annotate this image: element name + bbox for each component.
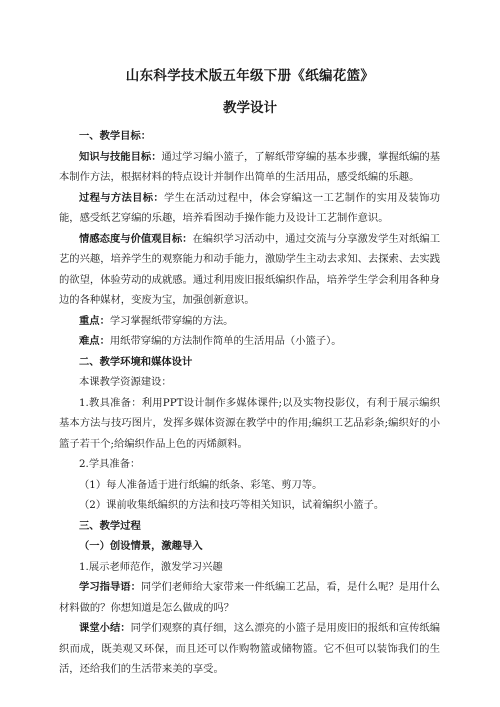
paragraph-knowledge-goal (59, 147, 440, 188)
paragraph-prep-item-2: （2）课前收集纸编织的方法和技巧等相关知识，试着编织小篮子。 (79, 499, 385, 511)
paragraph-text: 同学们老师给大家带来一件纸编工艺品，看，是什么呢？是用什么材料做的？你想知道是怎么做成的吗？ (59, 581, 441, 614)
paragraph-text: 在编织学习活动中，通过交流与分享激发学生对纸编工艺的兴趣，培养学生的观察能力和动手能力，激励学生主动去求知、去探索、去实践的欲望，体验劳动的成就感。通过利用废旧报纸编织作品，培养学生学会利用各种身边的各种媒材，变废为宝，加强创新意识。 (59, 232, 441, 306)
document-subtitle: 教学设计 (223, 100, 277, 116)
paragraph-label: 情感态度与价值观目标： (79, 232, 193, 245)
paragraph-text: 用纸带穿编的方法制作简单的生活用品（小篮子）。 (109, 335, 342, 347)
paragraph-prep-item-1: （1）每人准备适于进行纸编的纸条、彩笔、剪刀等。 (79, 478, 323, 491)
subsection-heading-intro: （一）创设情景，激趣导入 (79, 540, 203, 552)
paragraph-teaching-aids: 1.教具准备：利用PPT设计制作多媒体课件;以及实物投影仪，有利于展示编织基本方法与技巧图片，发挥多媒体资源在教学中的作用;编织工艺品彩条;编织好的小篮子若干个;给编织作品上色的丙烯颜料。 (59, 396, 440, 450)
paragraph-label: 重点： (79, 314, 110, 327)
paragraph-difficulty (59, 331, 440, 352)
paragraph-attitude-goal (59, 229, 440, 311)
paragraph-guidance (59, 577, 440, 618)
paragraph-text: 学生在活动过程中，体会穿编这一工艺制作的实用及装饰功能，感受纸艺穿编的乐趣，培养看图动手操作能力及设计工艺制作意识。 (59, 191, 441, 224)
paragraph-label: 过程与方法目标： (79, 191, 165, 204)
paragraph-show-sample: 1.展示老师范作，激发学习兴趣 (79, 560, 223, 573)
document-title: 山东科学技术版五年级下册《纸编花篮》 (125, 68, 375, 84)
paragraph-summary (59, 618, 440, 680)
document-body (59, 126, 440, 680)
paragraph-label: 知识与技能目标： (79, 150, 162, 163)
paragraph-text: 通过学习编小篮子，了解纸带穿编的基本步骤，掌握纸编的基本制作方法，根据材料的特点设计并制作出简单的生活用品，感受纸编的乐趣。 (59, 150, 441, 183)
paragraph-text: 同学们观察的真仔细，这么漂亮的小篮子是用废旧的报纸和宣传纸编织而成，既美观又环保，而且还可以作购物篮或储物篮。它不但可以装饰我们的生活，还给我们的生活带来美的享受。 (59, 622, 441, 675)
paragraph-label: 课堂小结： (79, 622, 131, 634)
section-heading-objectives: 一、教学目标： (79, 130, 152, 142)
section-heading-process: 三、教学过程 (79, 519, 141, 532)
paragraph-student-tools: 2.学具准备： (79, 458, 141, 470)
paragraph-resources: 本课教学资源建设： (79, 376, 172, 388)
section-heading-environment: 二、教学环境和媒体设计 (79, 355, 193, 368)
paragraph-label: 难点： (79, 335, 110, 347)
paragraph-text: 学习掌握纸带穿编的方法。 (109, 314, 234, 327)
paragraph-process-goal (59, 188, 440, 229)
paragraph-label: 学习指导语： (79, 581, 141, 593)
paragraph-key-point (59, 311, 440, 332)
